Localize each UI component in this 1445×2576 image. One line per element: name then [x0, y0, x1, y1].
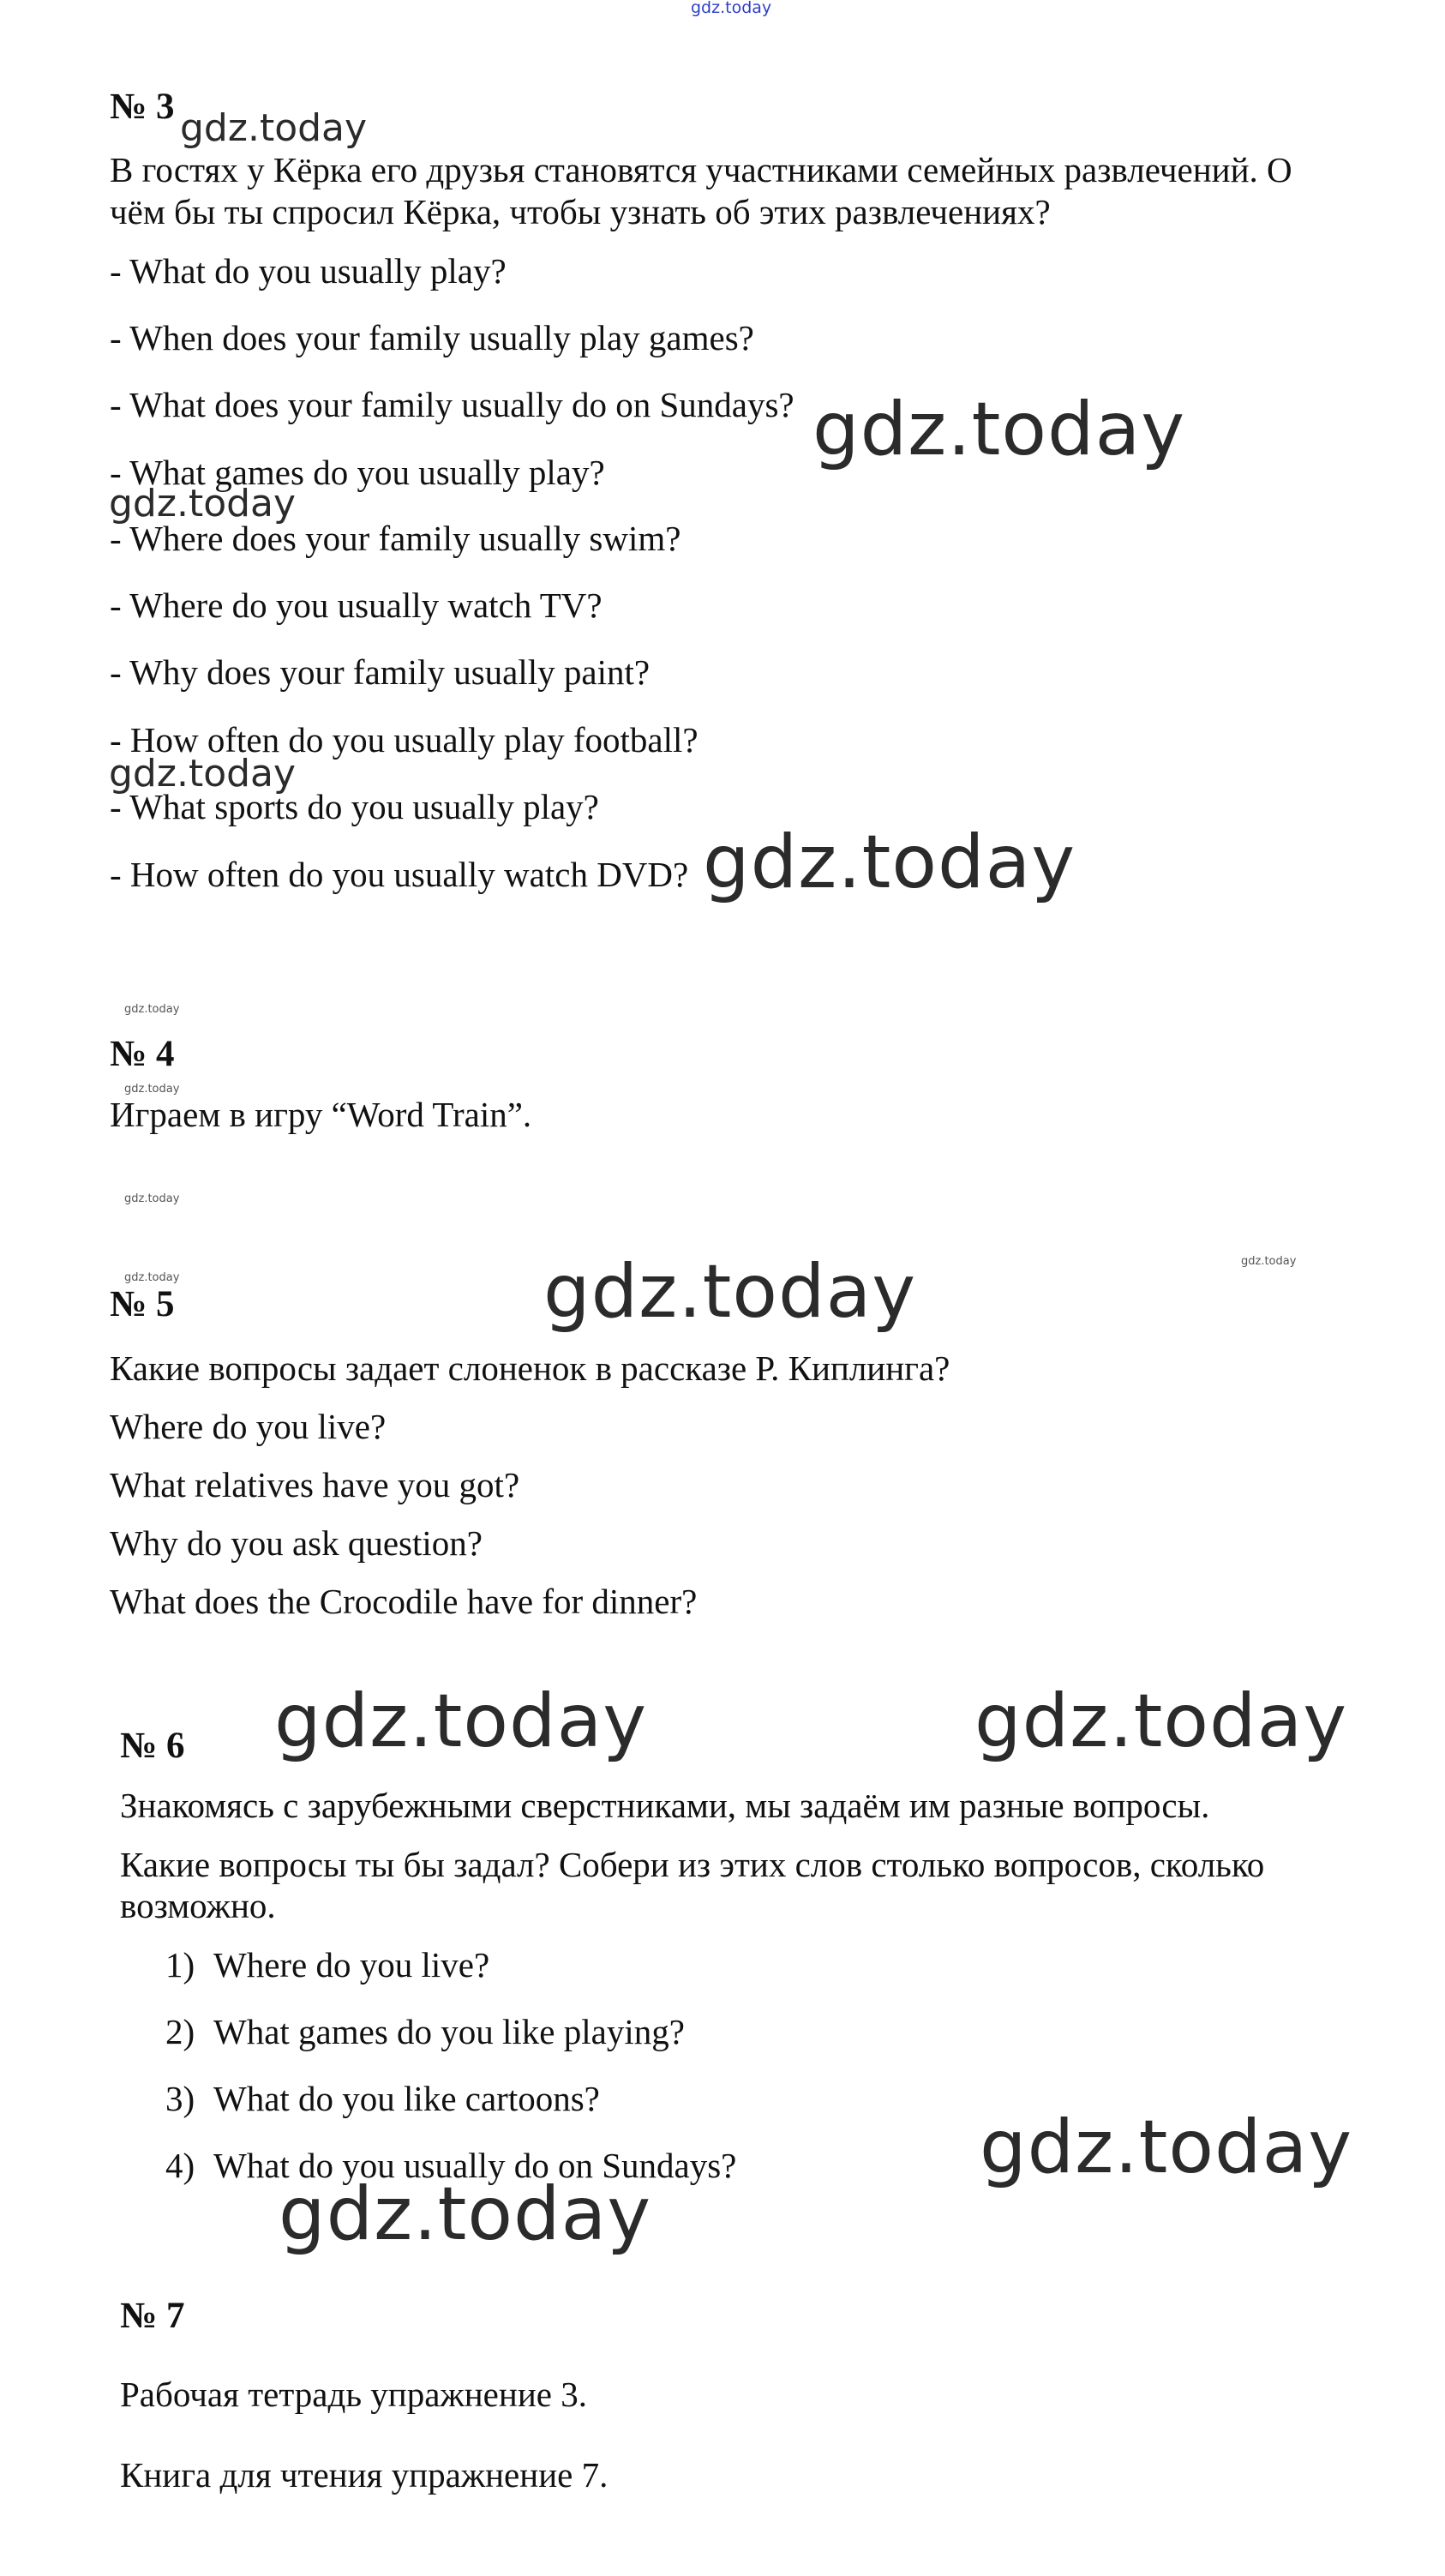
task-6-list-item [165, 2077, 600, 2121]
list-text: Where do you live? [213, 1945, 490, 1985]
task-5-answer: What relatives have you got? [110, 1465, 520, 1504]
task-3-answer: - What do you usually play? [110, 251, 507, 291]
list-text: What do you usually do on Sundays? [213, 2146, 737, 2185]
list-text: What games do you like playing? [213, 2012, 685, 2051]
task-6-list-item [165, 1943, 489, 1987]
task-3-answer: - Where does your family usually swim? [110, 519, 681, 558]
watermark: gdz.today [274, 1678, 648, 1764]
task-5-heading: № 5 [110, 1284, 175, 1324]
watermark: gdz.today [543, 1249, 917, 1335]
watermark-small: gdz.today [124, 1192, 180, 1205]
task-7-line-1: Рабочая тетрадь упражнение 3. [120, 2375, 587, 2414]
task-3-prompt-line-2: чём бы ты спросил Кёрка, чтобы узнать об этих развлечениях? [110, 192, 1051, 231]
task-3-heading: № 3 [110, 87, 175, 127]
task-3-answer: - When does your family usually play games? [110, 318, 754, 357]
task-5-answer: Where do you live? [110, 1407, 387, 1446]
watermark-small: gdz.today [124, 1003, 180, 1016]
task-3-answer: - How often do you usually watch DVD? [110, 855, 689, 894]
task-3-answer: - What games do you usually play? [110, 453, 605, 492]
list-number: 1) [165, 1945, 195, 1985]
task-7-heading: № 7 [120, 2296, 185, 2336]
task-3-answer: - Why does your family usually paint? [110, 652, 651, 692]
list-number: 4) [165, 2146, 195, 2185]
task-4-heading: № 4 [110, 1034, 175, 1074]
task-3-answer: - Where do you usually watch TV? [110, 585, 603, 625]
watermark: gdz.today [974, 1678, 1348, 1764]
task-6-prompt-1: Знакомясь с зарубежными сверстниками, мы задаём им разные вопросы. [120, 1786, 1210, 1825]
watermark-small: gdz.today [124, 1271, 180, 1284]
list-text: What do you like cartoons? [213, 2079, 600, 2118]
task-5-answer: What does the Crocodile have for dinner? [110, 1582, 698, 1621]
task-6-prompt-2-line-2: возможно. [120, 1886, 276, 1925]
watermark-small: gdz.today [124, 1083, 180, 1096]
task-3-answer: - How often do you usually play football? [110, 720, 699, 760]
list-number: 3) [165, 2079, 195, 2118]
watermark: gdz.today [109, 482, 297, 525]
task-7-line-2: Книга для чтения упражнение 7. [120, 2455, 609, 2495]
task-6-list-item [165, 2010, 685, 2054]
watermark: gdz.today [812, 387, 1186, 472]
watermark-small: gdz.today [1241, 1255, 1297, 1268]
list-number: 2) [165, 2012, 195, 2051]
task-3-answer: - What sports do you usually play? [110, 787, 599, 826]
task-6-heading: № 6 [120, 1726, 185, 1766]
task-3-prompt-line-1: В гостях у Кёрка его друзья становятся участниками семейных развлечений. О [110, 150, 1292, 189]
task-6-list-item [165, 2144, 736, 2188]
task-4-text: Играем в игру “Word Train”. [110, 1095, 532, 1134]
watermark: gdz.today [109, 752, 297, 796]
watermark: gdz.today [980, 2105, 1353, 2190]
watermark: gdz.today [703, 820, 1076, 905]
task-5-prompt: Какие вопросы задает слоненок в рассказе Р. Киплинга? [110, 1348, 950, 1388]
watermark: gdz.today [279, 2171, 652, 2257]
task-6-prompt-2-line-1: Какие вопросы ты бы задал? Собери из этих слов столько вопросов, сколько [120, 1845, 1265, 1884]
task-5-answer: Why do you ask question? [110, 1523, 483, 1563]
watermark: gdz.today [180, 106, 368, 150]
watermark-top: gdz.today [691, 0, 772, 17]
task-3-answer: - What does your family usually do on Sundays? [110, 385, 794, 424]
